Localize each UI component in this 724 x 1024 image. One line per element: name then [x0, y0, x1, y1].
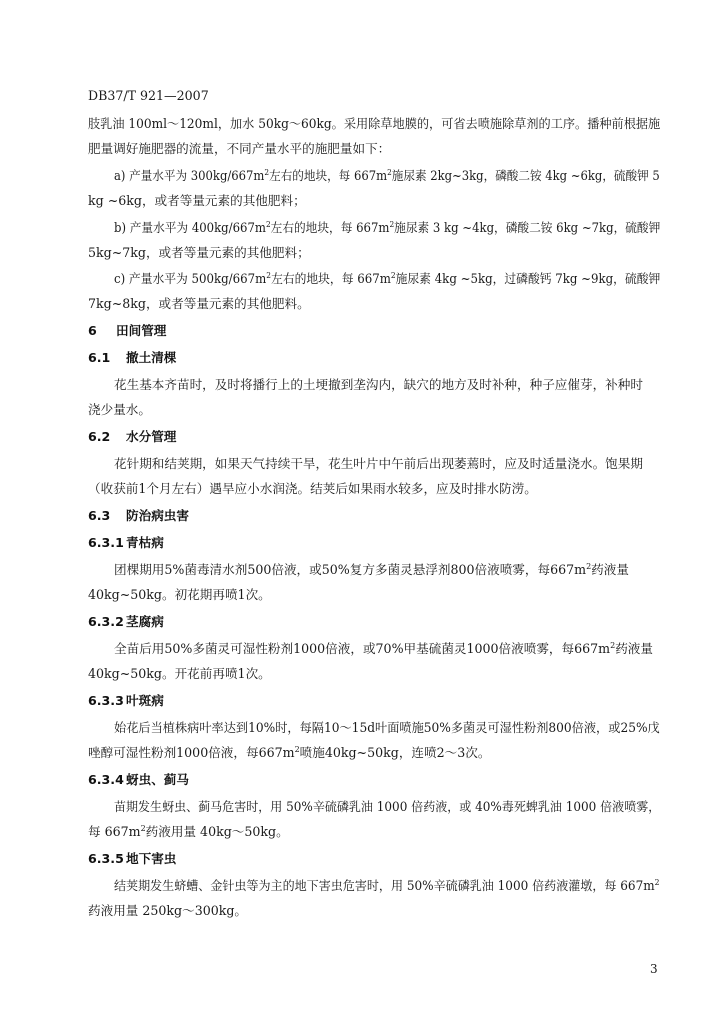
paragraph-line: 结荚期发生蛴螬、金针虫等为主的地下害虫危害时，用 50%辛硫磷乳油 1000 倍药液灌墩，每 $667m^2$ [114, 878, 660, 893]
superscript: 2 [654, 878, 660, 887]
superscript: 2 [140, 824, 146, 833]
paragraph-line: 每 $667m^2$药液用量 40kg～50kg。 [88, 824, 289, 839]
paragraph-line: 始花后当植株病叶率达到10%时，每隔10～15d叶面喷施50%多菌灵可湿性粉剂800倍液，或25%戊 [114, 720, 660, 735]
paragraph-line: 团棵期用5%菌毒清水剂500倍液，或50%复方多菌灵悬浮剂800倍液喷雾，每$667m^2$药液量 [114, 562, 629, 577]
section-heading-6-3-1: 6.3.1 青枯病 [88, 535, 164, 550]
superscript: 2 [610, 641, 616, 650]
paragraph-line: （收获前1个月左右）遇旱应小水润浇。结荚后如果雨水较多，应及时排水防涝。 [88, 481, 537, 496]
list-item-c-line: 7kg~8kg，或者等量元素的其他肥料。 [88, 296, 310, 311]
superscript: 2 [266, 271, 272, 280]
paragraph-line: 肢乳油 100ml～120ml，加水 50kg～60kg。采用除草地膜的，可省去喷施除草剂的工序。播种前根据施 [88, 116, 661, 131]
section-heading-6: 6 田间管理 [88, 323, 167, 338]
section-heading-6-3: 6.3 防治病虫害 [88, 508, 189, 523]
list-item-a-line: kg ~6kg，或者等量元素的其他肥料； [88, 193, 306, 208]
superscript: 2 [586, 562, 592, 571]
superscript: 2 [387, 168, 392, 177]
list-item-b-line: b) 产量水平为 $400kg/667m^2$左右的地块，每 $667m^2$施尿素 3 kg ~4kg，磷酸二铵 6kg ~7kg，硫酸钾 [114, 220, 661, 235]
page-number: 3 [650, 962, 658, 976]
paragraph-line: 40kg~50kg。初花期再喷1次。 [88, 587, 271, 602]
paragraph-line: 40kg~50kg。开花前再喷1次。 [88, 666, 271, 681]
paragraph-line: 浇少量水。 [88, 402, 151, 417]
section-heading-6-2: 6.2 水分管理 [88, 429, 177, 444]
section-heading-6-3-4: 6.3.4 蚜虫、蓟马 [88, 772, 189, 787]
paragraph-line: 花生基本齐苗时，及时将播行上的土埂撤到垄沟内，缺穴的地方及时补种，种子应催芽，补种时 [114, 377, 643, 392]
superscript: 2 [265, 220, 271, 229]
section-heading-6-3-2: 6.3.2 茎腐病 [88, 614, 164, 629]
document-code-header: DB37/T 921—2007 [88, 88, 209, 103]
list-item-b-line: 5kg~7kg，或者等量元素的其他肥料； [88, 245, 310, 260]
paragraph-line: 苗期发生蚜虫、蓟马危害时，用 50%辛硫磷乳油 1000 倍药液，或 40%毒死蜱乳油 1000 倍液喷雾， [114, 799, 661, 814]
paragraph-line: 唑醇可湿性粉剂1000倍液，每$667m^2$喷施40kg~50kg，连喷2～3次。 [88, 745, 491, 760]
list-item-a-line: a) 产量水平为 $300kg/667m^2$左右的地块，每 $667m^2$施尿素 2kg~3kg，磷酸二铵 4kg ~6kg，硫酸钾 5 [114, 168, 660, 183]
paragraph-line: 肥量调好施肥器的流量，不同产量水平的施肥量如下： [88, 141, 391, 156]
section-heading-6-1: 6.1 撤土清棵 [88, 350, 177, 365]
paragraph-line: 花针期和结荚期，如果天气持续干旱，花生叶片中午前后出现萎蔫时，应及时适量浇水。饱果期 [114, 456, 643, 471]
superscript: 2 [389, 220, 395, 229]
section-heading-6-3-3: 6.3.3 叶斑病 [88, 693, 164, 708]
superscript: 2 [294, 745, 300, 754]
section-heading-6-3-5: 6.3.5 地下害虫 [88, 851, 177, 866]
list-item-c-line: c) 产量水平为 $500kg/667m^2$左右的地块，每 $667m^2$施尿素 4kg ~5kg，过磷酸钙 7kg ~9kg，硫酸钾 [114, 271, 661, 286]
superscript: 2 [390, 271, 396, 280]
superscript: 2 [264, 168, 270, 177]
paragraph-line: 全苗后用50%多菌灵可湿性粉剂1000倍液，或70%甲基硫菌灵1000倍液喷雾，每$667m^2$药液量 [114, 641, 653, 656]
paragraph-line: 药液用量 250kg～300kg。 [88, 903, 248, 918]
